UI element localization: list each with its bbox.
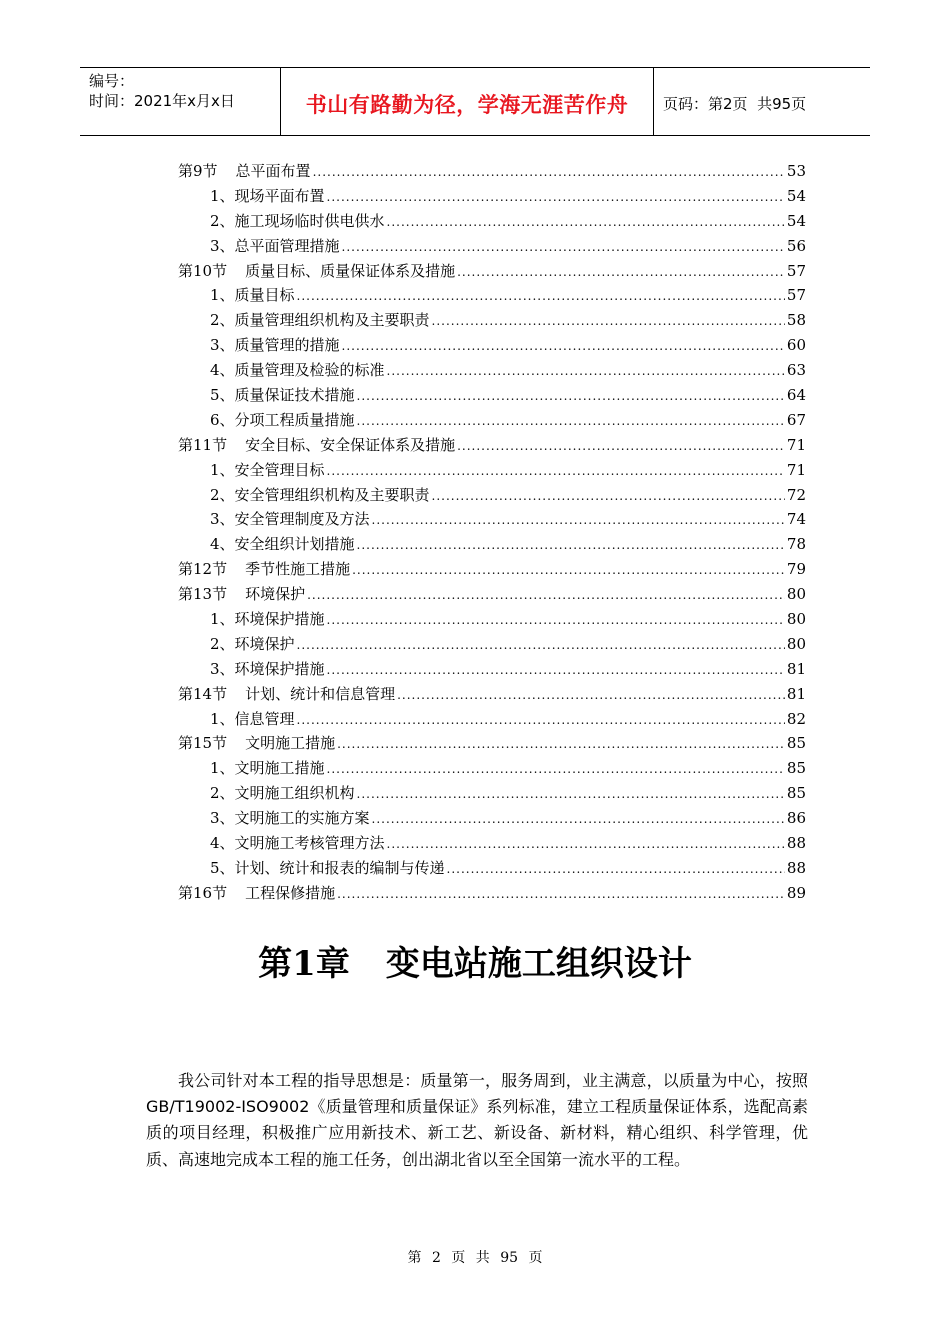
toc-page-number: 80 bbox=[786, 634, 806, 653]
toc-page-number: 54 bbox=[786, 186, 806, 205]
toc-subsection-entry[interactable] bbox=[178, 384, 806, 409]
toc-dot-leader bbox=[457, 439, 785, 453]
toc-entry-title: 季节性施工措施 bbox=[245, 560, 351, 579]
toc-section-entry[interactable] bbox=[178, 260, 806, 285]
toc-page-number: 85 bbox=[786, 759, 806, 778]
toc-entry-title: 6、分项工程质量措施 bbox=[210, 410, 355, 429]
toc-section-number: 第13节 bbox=[178, 585, 228, 604]
toc-entry-label bbox=[178, 160, 311, 181]
toc-section-number: 第10节 bbox=[178, 261, 228, 280]
toc-dot-leader bbox=[357, 389, 785, 403]
toc-section-entry[interactable] bbox=[178, 434, 806, 459]
toc-entry-title: 1、质量目标 bbox=[210, 286, 295, 305]
toc-entry-title: 2、文明施工组织机构 bbox=[210, 784, 355, 803]
toc-subsection-entry[interactable] bbox=[178, 533, 806, 558]
toc-dot-leader bbox=[432, 314, 785, 328]
toc-page-number: 56 bbox=[786, 236, 806, 255]
toc-page-number: 60 bbox=[786, 336, 806, 355]
toc-entry-title: 3、总平面管理措施 bbox=[210, 236, 340, 255]
toc-entry-label bbox=[178, 260, 455, 281]
header-code-label: 编号： bbox=[89, 72, 135, 90]
toc-subsection-entry[interactable] bbox=[178, 484, 806, 509]
toc-entry-title: 总平面布置 bbox=[235, 162, 311, 180]
body-text-a: 我公司针对本工程的指导思想是：质量第一，服务周到，业主满意，以质量为中心，按照 bbox=[178, 1071, 808, 1090]
toc-dot-leader bbox=[357, 414, 785, 428]
toc-dot-leader bbox=[352, 563, 785, 577]
toc-entry-title: 1、安全管理目标 bbox=[210, 460, 325, 479]
toc-entry-title: 4、质量管理及检验的标准 bbox=[210, 361, 385, 380]
toc-entry-label bbox=[178, 558, 350, 579]
toc-subsection-entry[interactable] bbox=[178, 633, 806, 658]
chapter-number: 第1章 bbox=[258, 944, 350, 984]
toc-subsection-entry[interactable] bbox=[178, 857, 806, 882]
toc-section-number: 第9节 bbox=[178, 162, 218, 180]
toc-dot-leader bbox=[327, 613, 785, 627]
toc-section-number: 第14节 bbox=[178, 684, 228, 703]
toc-page-number: 64 bbox=[786, 386, 806, 405]
table-of-contents bbox=[178, 160, 806, 907]
toc-subsection-entry[interactable] bbox=[178, 782, 806, 807]
toc-entry-title: 5、质量保证技术措施 bbox=[210, 386, 355, 405]
toc-dot-leader bbox=[327, 762, 785, 776]
toc-dot-leader bbox=[387, 215, 785, 229]
toc-dot-leader bbox=[337, 887, 785, 901]
toc-subsection-entry[interactable] bbox=[178, 658, 806, 683]
toc-entry-title: 3、文明施工的实施方案 bbox=[210, 809, 370, 828]
toc-dot-leader bbox=[342, 240, 785, 254]
toc-dot-leader bbox=[297, 638, 785, 652]
toc-entry-label bbox=[210, 757, 325, 778]
toc-entry-label bbox=[178, 434, 455, 455]
page-header bbox=[80, 67, 870, 136]
chapter-heading bbox=[0, 936, 950, 985]
toc-section-number: 第16节 bbox=[178, 883, 228, 902]
toc-dot-leader bbox=[297, 713, 785, 727]
toc-entry-label bbox=[210, 608, 325, 629]
toc-subsection-entry[interactable] bbox=[178, 459, 806, 484]
toc-dot-leader bbox=[387, 837, 785, 851]
toc-section-number: 第11节 bbox=[178, 435, 228, 454]
header-meta bbox=[80, 68, 281, 135]
toc-entry-title: 计划、统计和信息管理 bbox=[245, 684, 396, 703]
toc-entry-label bbox=[210, 832, 385, 853]
toc-subsection-entry[interactable] bbox=[178, 309, 806, 334]
toc-entry-label bbox=[210, 508, 370, 529]
toc-page-number: 54 bbox=[786, 211, 806, 230]
toc-dot-leader bbox=[297, 289, 785, 303]
toc-entry-title: 2、环境保护 bbox=[210, 634, 295, 653]
toc-entry-label bbox=[178, 583, 305, 604]
toc-section-entry[interactable] bbox=[178, 558, 806, 583]
toc-entry-label bbox=[178, 683, 395, 704]
toc-page-number: 80 bbox=[786, 585, 806, 604]
toc-page-number: 81 bbox=[786, 684, 806, 703]
toc-entry-label bbox=[210, 658, 325, 679]
toc-page-number: 85 bbox=[786, 734, 806, 753]
toc-subsection-entry[interactable] bbox=[178, 210, 806, 235]
toc-page-number: 71 bbox=[786, 435, 806, 454]
header-time-label: 时间：2021年x月x日 bbox=[89, 92, 235, 110]
toc-entry-label bbox=[210, 359, 385, 380]
toc-subsection-entry[interactable] bbox=[178, 185, 806, 210]
toc-entry-label bbox=[210, 284, 295, 305]
body-paragraph bbox=[146, 1068, 808, 1173]
chapter-title: 变电站施工组织设计 bbox=[385, 944, 692, 984]
header-motto-cell bbox=[281, 68, 654, 135]
toc-subsection-entry[interactable] bbox=[178, 284, 806, 309]
toc-entry-label bbox=[210, 185, 325, 206]
toc-section-entry[interactable] bbox=[178, 732, 806, 757]
toc-entry-title: 2、安全管理组织机构及主要职责 bbox=[210, 485, 430, 504]
toc-entry-label bbox=[210, 235, 340, 256]
toc-entry-label bbox=[210, 384, 355, 405]
toc-subsection-entry[interactable] bbox=[178, 508, 806, 533]
toc-page-number: 72 bbox=[786, 485, 806, 504]
toc-entry-label bbox=[210, 309, 430, 330]
toc-dot-leader bbox=[372, 812, 785, 826]
toc-page-number: 80 bbox=[786, 610, 806, 629]
toc-page-number: 86 bbox=[786, 809, 806, 828]
toc-entry-label bbox=[210, 782, 355, 803]
toc-dot-leader bbox=[372, 513, 785, 527]
toc-section-entry[interactable] bbox=[178, 683, 806, 708]
toc-entry-title: 3、质量管理的措施 bbox=[210, 336, 340, 355]
toc-page-number: 79 bbox=[786, 560, 806, 579]
toc-page-number: 57 bbox=[786, 261, 806, 280]
toc-entry-title: 质量目标、质量保证体系及措施 bbox=[245, 261, 456, 280]
toc-dot-leader bbox=[337, 737, 785, 751]
toc-entry-title: 环境保护 bbox=[245, 585, 306, 604]
toc-page-number: 57 bbox=[786, 286, 806, 305]
toc-section-number: 第15节 bbox=[178, 734, 228, 753]
toc-entry-label bbox=[210, 807, 370, 828]
toc-entry-label bbox=[210, 210, 385, 231]
toc-subsection-entry[interactable] bbox=[178, 334, 806, 359]
toc-dot-leader bbox=[342, 339, 785, 353]
toc-entry-title: 4、文明施工考核管理方法 bbox=[210, 834, 385, 853]
toc-entry-label bbox=[178, 882, 335, 903]
toc-entry-label bbox=[210, 484, 430, 505]
toc-subsection-entry[interactable] bbox=[178, 359, 806, 384]
toc-page-number: 78 bbox=[786, 535, 806, 554]
toc-dot-leader bbox=[357, 787, 785, 801]
toc-dot-leader bbox=[432, 489, 785, 503]
toc-entry-title: 2、质量管理组织机构及主要职责 bbox=[210, 311, 430, 330]
toc-entry-title: 工程保修措施 bbox=[245, 883, 336, 902]
toc-entry-label bbox=[210, 857, 445, 878]
toc-page-number: 89 bbox=[786, 883, 806, 902]
toc-entry-title: 2、施工现场临时供电供水 bbox=[210, 211, 385, 230]
toc-entry-title: 5、计划、统计和报表的编制与传递 bbox=[210, 858, 445, 877]
toc-entry-title: 1、现场平面布置 bbox=[210, 186, 325, 205]
toc-dot-leader bbox=[397, 688, 785, 702]
toc-subsection-entry[interactable] bbox=[178, 235, 806, 260]
toc-page-number: 88 bbox=[786, 834, 806, 853]
toc-section-number: 第12节 bbox=[178, 560, 228, 579]
toc-entry-label bbox=[210, 533, 355, 554]
page-footer bbox=[0, 1247, 950, 1267]
toc-dot-leader bbox=[313, 165, 785, 179]
toc-subsection-entry[interactable] bbox=[178, 608, 806, 633]
toc-entry-label bbox=[210, 633, 295, 654]
footer-page-number: 第 2 页 共 95 页 bbox=[407, 1250, 543, 1266]
toc-page-number: 53 bbox=[786, 162, 806, 180]
toc-page-number: 82 bbox=[786, 709, 806, 728]
toc-dot-leader bbox=[357, 538, 785, 552]
toc-entry-title: 文明施工措施 bbox=[245, 734, 336, 753]
toc-page-number: 71 bbox=[786, 460, 806, 479]
toc-subsection-entry[interactable] bbox=[178, 807, 806, 832]
toc-entry-label bbox=[210, 708, 295, 729]
toc-section-entry[interactable] bbox=[178, 882, 806, 907]
toc-dot-leader bbox=[327, 464, 785, 478]
toc-entry-title: 3、安全管理制度及方法 bbox=[210, 510, 370, 529]
toc-entry-label bbox=[210, 459, 325, 480]
toc-subsection-entry[interactable] bbox=[178, 832, 806, 857]
toc-dot-leader bbox=[447, 862, 785, 876]
toc-entry-title: 3、环境保护措施 bbox=[210, 659, 325, 678]
body-standard-code: GB/T19002-ISO9002 bbox=[146, 1097, 310, 1117]
toc-dot-leader bbox=[307, 588, 785, 602]
toc-page-number: 88 bbox=[786, 858, 806, 877]
toc-page-number: 58 bbox=[786, 311, 806, 330]
toc-entry-label bbox=[210, 409, 355, 430]
toc-subsection-entry[interactable] bbox=[178, 757, 806, 782]
toc-page-number: 67 bbox=[786, 410, 806, 429]
toc-entry-title: 安全目标、安全保证体系及措施 bbox=[245, 435, 456, 454]
toc-entry-title: 1、文明施工措施 bbox=[210, 759, 325, 778]
body-text-b: 《质量管理和质量保证》系列标准，建立工程质量保证体系，选配高素质的项目经理，积极推广应用新技术、新工艺、新设备、新材料，精心组织、科学管理，优质、高速地完成本工程的施工任务，创出湖北省以至全国第一流水平的工程。 bbox=[146, 1097, 808, 1169]
toc-section-entry[interactable] bbox=[178, 583, 806, 608]
toc-dot-leader bbox=[327, 663, 785, 677]
header-motto: 书山有路勤为径，学海无涯苦作舟 bbox=[305, 92, 629, 117]
header-page-info: 页码：第2页 共95页 bbox=[663, 95, 807, 113]
toc-entry-title: 1、信息管理 bbox=[210, 709, 295, 728]
toc-section-entry[interactable] bbox=[178, 160, 806, 185]
toc-subsection-entry[interactable] bbox=[178, 409, 806, 434]
toc-entry-label bbox=[210, 334, 340, 355]
toc-entry-label bbox=[178, 732, 335, 753]
toc-entry-title: 4、安全组织计划措施 bbox=[210, 535, 355, 554]
toc-subsection-entry[interactable] bbox=[178, 708, 806, 733]
toc-page-number: 63 bbox=[786, 361, 806, 380]
toc-dot-leader bbox=[457, 265, 785, 279]
toc-dot-leader bbox=[327, 190, 785, 204]
toc-page-number: 85 bbox=[786, 784, 806, 803]
toc-entry-title: 1、环境保护措施 bbox=[210, 610, 325, 629]
toc-dot-leader bbox=[387, 364, 785, 378]
toc-page-number: 81 bbox=[786, 659, 806, 678]
toc-page-number: 74 bbox=[786, 510, 806, 529]
header-page-cell bbox=[654, 68, 870, 135]
